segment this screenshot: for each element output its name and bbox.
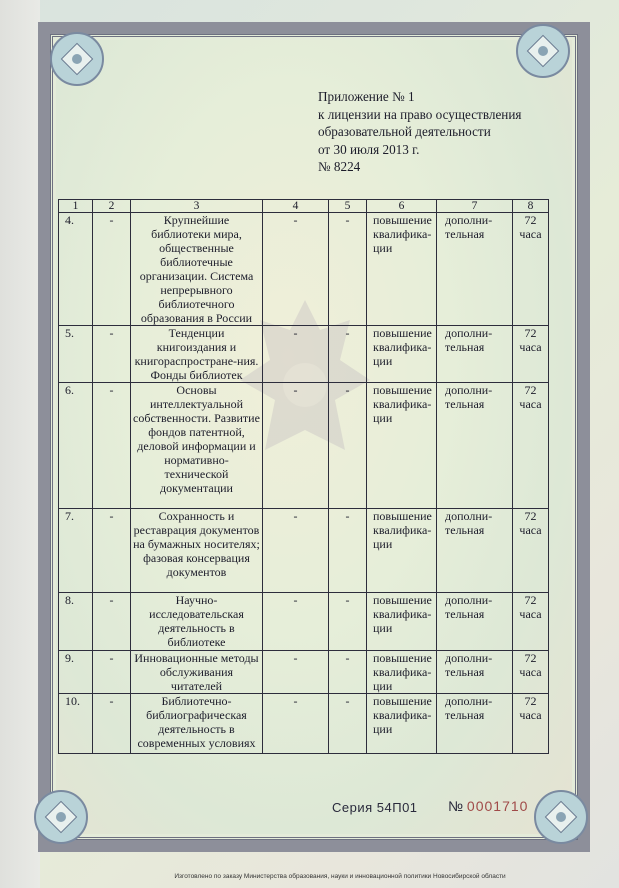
table-row	[59, 694, 549, 754]
corner-ornament-top-right	[512, 20, 574, 82]
column-4-value: -	[263, 383, 329, 509]
program-hours: 72 часа	[513, 694, 549, 754]
column-header: 2	[93, 200, 131, 213]
program-kind: повышение квалифика-ции	[367, 383, 437, 509]
column-2-value: -	[93, 509, 131, 593]
row-number: 6.	[59, 383, 93, 509]
column-header: 6	[367, 200, 437, 213]
program-title: Инновационные методы обслуживания читателей	[131, 651, 263, 694]
column-header: 1	[59, 200, 93, 213]
left-page-edge	[0, 0, 40, 888]
program-form: дополни-тельная	[437, 213, 513, 326]
table-row	[59, 651, 549, 694]
column-header: 8	[513, 200, 549, 213]
column-2-value: -	[93, 593, 131, 651]
program-hours: 72 часа	[513, 326, 549, 383]
appendix-header	[318, 88, 568, 176]
column-5-value: -	[329, 593, 367, 651]
license-date: от 30 июля 2013 г.	[318, 141, 420, 157]
column-4-value: -	[263, 509, 329, 593]
column-header: 4	[263, 200, 329, 213]
column-2-value: -	[93, 383, 131, 509]
program-title: Крупнейшие библиотеки мира, общественные библиотечные организации. Система непрерывного библиотечного образования в России	[131, 213, 263, 326]
column-5-value: -	[329, 383, 367, 509]
number-sign: №	[448, 798, 464, 814]
program-form: дополни-тельная	[437, 651, 513, 694]
row-number: 8.	[59, 593, 93, 651]
program-hours: 72 часа	[513, 593, 549, 651]
program-title: Сохранность и реставрация документов на бумажных носителях; фазовая консервация документов	[131, 509, 263, 593]
table-row	[59, 326, 549, 383]
column-2-value: -	[93, 694, 131, 754]
table-row	[59, 509, 549, 593]
row-number: 4.	[59, 213, 93, 326]
program-form: дополни-тельная	[437, 383, 513, 509]
table-header-row	[59, 200, 549, 213]
table-row	[59, 213, 549, 326]
program-form: дополни-тельная	[437, 694, 513, 754]
column-4-value: -	[263, 593, 329, 651]
program-hours: 72 часа	[513, 213, 549, 326]
row-number: 5.	[59, 326, 93, 383]
corner-ornament-bottom-left	[30, 786, 92, 848]
row-number: 7.	[59, 509, 93, 593]
column-5-value: -	[329, 213, 367, 326]
column-2-value: -	[93, 651, 131, 694]
table-row	[59, 383, 549, 509]
row-number: 10.	[59, 694, 93, 754]
table-row	[59, 593, 549, 651]
row-number: 9.	[59, 651, 93, 694]
program-title: Научно-исследовательская деятельность в библиотеке	[131, 593, 263, 651]
column-5-value: -	[329, 694, 367, 754]
program-kind: повышение квалифика-ции	[367, 326, 437, 383]
column-4-value: -	[263, 694, 329, 754]
corner-ornament-bottom-right	[530, 786, 592, 848]
program-form: дополни-тельная	[437, 326, 513, 383]
program-title: Основы интеллектуальной собственности. Развитие фондов патентной, деловой информации и нормативно-технической документации	[131, 383, 263, 509]
blank-number	[448, 798, 528, 814]
program-hours: 72 часа	[513, 509, 549, 593]
program-kind: повышение квалифика-ции	[367, 593, 437, 651]
column-5-value: -	[329, 326, 367, 383]
license-number: № 8224	[318, 159, 361, 174]
program-title: Тенденции книгоиздания и книгораспростране-ния. Фонды библиотек	[131, 326, 263, 383]
program-kind: повышение квалифика-ции	[367, 509, 437, 593]
column-2-value: -	[93, 326, 131, 383]
program-form: дополни-тельная	[437, 593, 513, 651]
column-5-value: -	[329, 651, 367, 694]
appendix-subtitle-1: к лицензии на право осуществления	[318, 106, 522, 122]
series-label: Серия 54П01	[332, 800, 418, 815]
program-kind: повышение квалифика-ции	[367, 651, 437, 694]
column-2-value: -	[93, 213, 131, 326]
program-hours: 72 часа	[513, 383, 549, 509]
printer-footer: Изготовлено по заказу Министерства образования, науки и инновационной политики Новосибирской области	[174, 873, 506, 880]
number-value: 0001710	[466, 798, 529, 814]
appendix-title: Приложение № 1	[318, 89, 415, 104]
column-header: 5	[329, 200, 367, 213]
column-4-value: -	[263, 326, 329, 383]
corner-ornament-top-left	[46, 28, 108, 90]
column-4-value: -	[263, 213, 329, 326]
appendix-subtitle-2: образовательной деятельности	[318, 124, 491, 139]
program-form: дополни-тельная	[437, 509, 513, 593]
program-hours: 72 часа	[513, 651, 549, 694]
column-5-value: -	[329, 509, 367, 593]
column-header: 3	[131, 200, 263, 213]
program-kind: повышение квалифика-ции	[367, 694, 437, 754]
program-title: Библиотечно-библиографическая деятельность в современных условиях	[131, 694, 263, 754]
column-4-value: -	[263, 651, 329, 694]
program-kind: повышение квалифика-ции	[367, 213, 437, 326]
programs-table	[58, 199, 549, 754]
column-header: 7	[437, 200, 513, 213]
